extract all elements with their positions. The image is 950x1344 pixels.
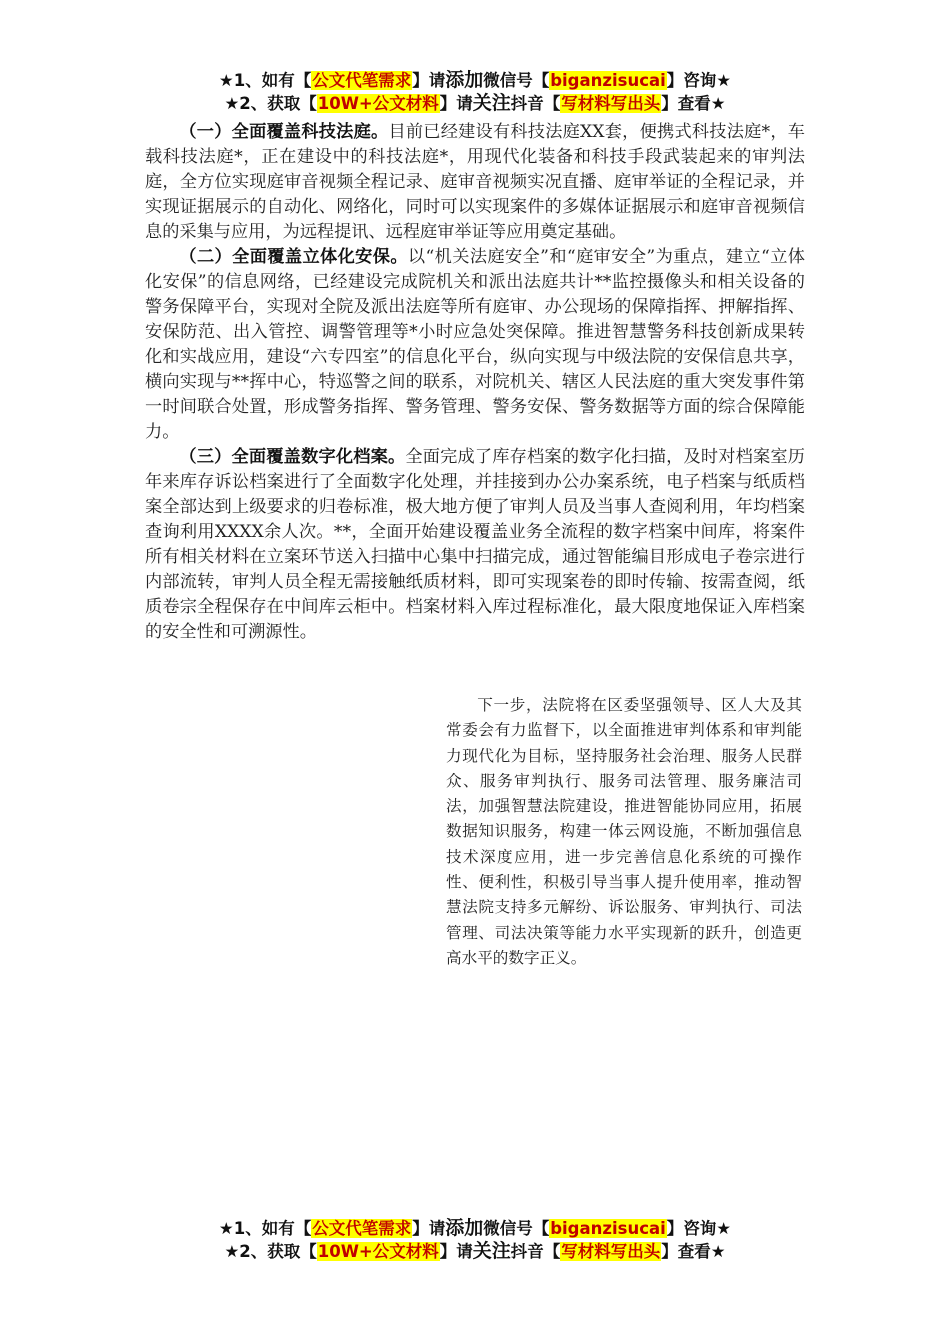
banner-line-1 [0, 1217, 950, 1240]
banner-text: 抖音【 [510, 1242, 561, 1261]
section-security [145, 245, 805, 445]
banner-text: 】请 [412, 71, 446, 90]
highlight-douyin-id: 写材料写出头 [561, 1242, 661, 1261]
banner-text: 】请 [439, 94, 473, 113]
section-digital-archive [145, 445, 805, 645]
banner-line-2 [0, 1240, 950, 1263]
footer-banner [0, 1217, 950, 1263]
highlight-materials: 10W+公文材料 [317, 94, 439, 113]
banner-text: 】查看★ [661, 94, 726, 113]
banner-line-1 [0, 69, 950, 92]
banner-text: 】查看★ [661, 1242, 726, 1261]
banner-text: ★1、如有【 [218, 1219, 312, 1238]
highlight-service: 公文代笔需求 [312, 71, 412, 90]
banner-text: 】请 [439, 1242, 473, 1261]
highlight-materials: 10W+公文材料 [317, 1242, 439, 1261]
banner-emphasis: 添加 [445, 1217, 484, 1239]
banner-text: 】咨询★ [666, 1219, 732, 1238]
section-text: 全面完成了库存档案的数字化扫描，及时对档案室历年来库存诉讼档案进行了全面数字化处理，并挂接到办公办案系统，电子档案与纸质档案全部达到上级要求的归卷标准，极大地方便了审判人员及当事人查阅利用，年均档案查询利用XXXX余人次。**，全面开始建设覆盖业务全流程的数字档案中间库，将案件所有相关材料在立案环节送入扫描中心集中扫描完成，通过智能编目形成电子卷宗进行内部流转，审判人员全程无需接触纸质材料，即可实现案卷的即时传输、按需查阅，纸质卷宗全程保存在中间库云柜中。档案材料入库过程标准化，最大限度地保证入库档案的安全性和可溯源性。 [145, 447, 805, 642]
document-body [145, 120, 805, 645]
highlight-service: 公文代笔需求 [312, 1219, 412, 1238]
highlight-wechat-id: biganzisucai [550, 71, 666, 90]
banner-text: 微信号【 [483, 1219, 550, 1238]
banner-line-2 [0, 92, 950, 115]
banner-text: ★2、获取【 [224, 94, 317, 113]
section-heading: （三）全面覆盖数字化档案。 [179, 447, 406, 467]
section-heading: （一）全面覆盖科技法庭。 [179, 122, 389, 142]
section-text: 以“机关法庭安全”和“庭审安全”为重点，建立“立体化安保”的信息网络，已经建设完成院机关和派出法庭共计**监控摄像头和相关设备的警务保障平台，实现对全院及派出法庭等所有庭审、办公现场的保障指挥、押解指挥、安保防范、出入管控、调警管理等*小时应急处突保障。推进智慧警务科技创新成果转化和实战应用，建设“六专四室”的信息化平台，纵向实现与中级法院的安保信息共享，横向实现与**挥中心，特巡警之间的联系，对院机关、辖区人民法庭的重大突发事件第一时间联合处置，形成警务指挥、警务管理、警务安保、警务数据等方面的综合保障能力。 [145, 247, 805, 442]
banner-emphasis: 关注 [472, 1240, 511, 1262]
banner-text: 抖音【 [510, 94, 561, 113]
section-technology-court [145, 120, 805, 245]
highlight-douyin-id: 写材料写出头 [561, 94, 661, 113]
banner-emphasis: 添加 [445, 69, 484, 91]
section-heading: （二）全面覆盖立体化安保。 [179, 247, 408, 267]
highlight-wechat-id: biganzisucai [550, 1219, 666, 1238]
next-step-paragraph: 下一步，法院将在区委坚强领导、区人大及其常委会有力监督下，以全面推进审判体系和审判能力现代化为目标，坚持服务社会治理、服务人民群众、服务审判执行、服务司法管理、服务廉洁司法，加强智慧法院建设，推进智能协同应用，拓展数据知识服务，构建一体云网设施，不断加强信息技术深度应用，进一步完善信息化系统的可操作性、便利性，积极引导当事人提升使用率，推动智慧法院支持多元解纷、诉讼服务、审判执行、司法管理、司法决策等能力水平实现新的跃升，创造更高水平的数字正义。 [446, 696, 802, 967]
next-step-column [446, 693, 802, 971]
header-banner [0, 69, 950, 115]
banner-text: ★2、获取【 [224, 1242, 317, 1261]
banner-text: 】咨询★ [666, 71, 732, 90]
banner-text: 】请 [412, 1219, 446, 1238]
banner-text: ★1、如有【 [218, 71, 312, 90]
section-text: 目前已经建设有科技法庭XX套，便携式科技法庭*，车载科技法庭*，正在建设中的科技法庭*，用现代化装备和科技手段武装起来的审判法庭，全方位实现庭审音视频全程记录、庭审音视频实况直播、庭审举证的全程记录，并实现证据展示的自动化、网络化，同时可以实现案件的多媒体证据展示和庭审音视频信息的采集与应用，为远程提讯、远程庭审举证等应用奠定基础。 [145, 122, 805, 242]
banner-emphasis: 关注 [472, 92, 511, 114]
banner-text: 微信号【 [483, 71, 550, 90]
